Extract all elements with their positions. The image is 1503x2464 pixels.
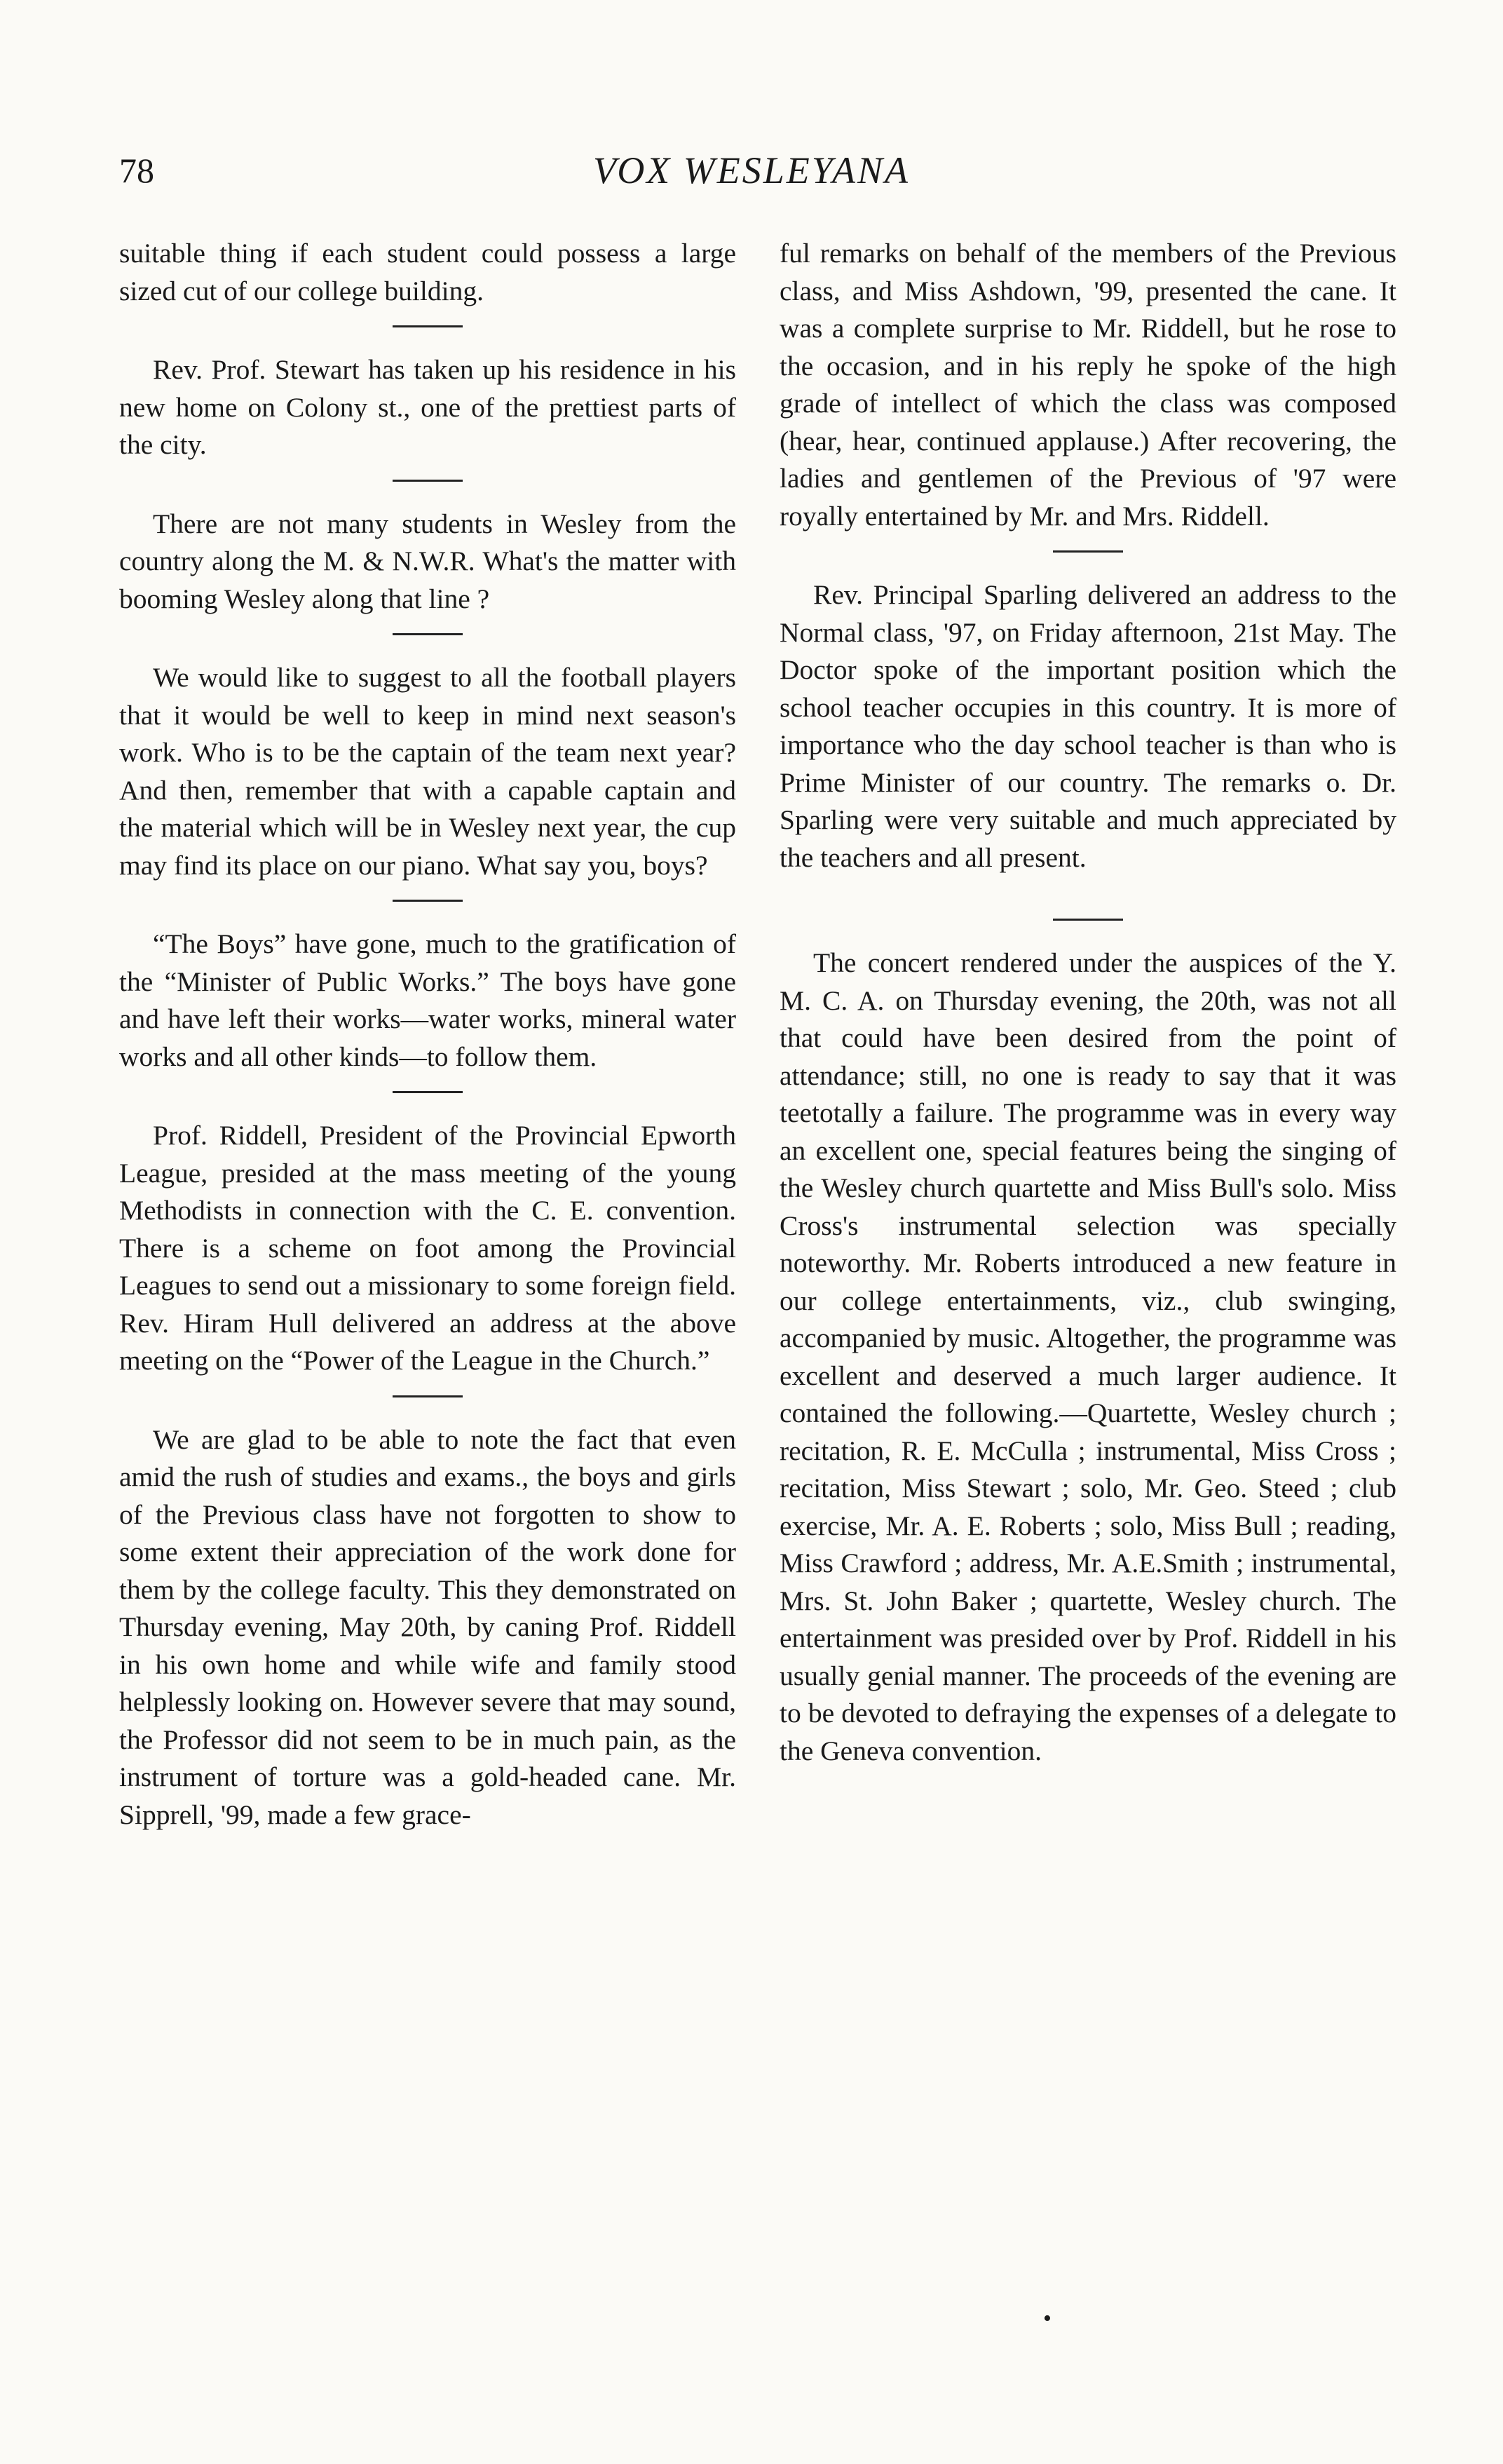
paragraph-country-students: There are not many students in Wesley from the country along the M. & N.W.R. What's the matter with booming Wesley along that line ? [119, 508, 736, 614]
paragraph-caning-riddell: We are glad to be able to note the fact that even amid the rush of studies and exams., the boys and girls of the Previous class have not forgotten to show to some extent their appreciation of the work done for them by the college faculty. This they demonstrated on Thursday evening, May 20th, by caning Prof. Riddell in his own home and while wife and family stood helplessly looking on. However severe that may sound, the Professor did not seem to be in much pain, as the instrument of torture was a gold-headed cane. Mr. Sipprell, '99, made a few grace- [119, 1423, 736, 1830]
paragraph-sparling-address: Rev. Principal Sparling delivered an address to the Normal class, '97, on Friday afternoon, 21st May. The Doctor spoke of the important position which the school teacher occupies in this country. It is more of importance who the day school teacher is than who is Prime Minister of our country. The remarks o. Dr. Sparling were very suitable and much appreciated by the teachers and all present. [780, 579, 1396, 873]
running-title: VOX WESLEYANA [592, 149, 911, 191]
paragraph-continued-caning: ful remarks on behalf of the members of the Previous class, and Miss Ashdown, '99, presented the cane. It was a complete surprise to Mr. Riddell, but he rose to the occasion, and in his reply he spoke of the high grade of intellect of which the class was composed (hear, hear, continued applause.) After recovering, the ladies and gentlemen of the Previous of '97 were royally entertained by Mr. and Mrs. Riddell. [780, 238, 1396, 532]
section-divider [1053, 919, 1123, 921]
section-divider [393, 1395, 463, 1397]
section-divider [393, 900, 463, 902]
right-column [780, 235, 1396, 1770]
paragraph-the-boys: “The Boys” have gone, much to the gratification of the “Minister of Public Works.” The boys have gone and have left their works—water works, mineral water works and all other kinds—to follow them. [119, 928, 736, 1072]
section-divider [393, 633, 463, 635]
left-column [119, 235, 736, 1834]
paragraph-football: We would like to suggest to all the football players that it would be well to keep in mind next season's work. Who is to be the captain of the team next year? And then, remember that with a capable captain and the material which will be in Wesley next year, the cup may find its place on our piano. What say you, boys? [119, 662, 736, 881]
paragraph-epworth-league: Prof. Riddell, President of the Provincial Epworth League, presided at the mass meeting of the young Methodists in connection with the C. E. convention. There is a scheme on foot among the Provincial Leagues to send out a missionary to some foreign field. Rev. Hiram Hull delivered an address at the above meeting on the “Power of the League in the Church.” [119, 1120, 736, 1376]
section-divider [1053, 550, 1123, 553]
section-divider [393, 480, 463, 482]
section-divider [393, 325, 463, 327]
paragraph-continued: suitable thing if each student could possess a large sized cut of our college building. [119, 238, 736, 306]
page-number: 78 [119, 151, 154, 190]
paragraph-stewart-residence: Rev. Prof. Stewart has taken up his residence in his new home on Colony st., one of the prettiest parts of the city. [119, 354, 736, 460]
section-divider [393, 1091, 463, 1093]
paragraph-ymca-concert: The concert rendered under the auspices of the Y. M. C. A. on Thursday evening, the 20th, was not all that could have been desired from the point of attendance; still, no one is ready to say that it was teetotally a failure. The programme was in every way an excellent one, special features being the singing of the Wesley church quartette and Miss Bull's solo. Miss Cross's instrumental selection was specially noteworthy. Mr. Roberts introduced a new feature in our college entertainments, viz., club swinging, accompanied by music. Altogether, the programme was excellent and deserved a much larger audience. It contained the following.—Quartette, Wesley church ; recitation, R. E. McCulla ; instrumental, Miss Cross ; recitation, Miss Stewart ; solo, Mr. Geo. Steed ; club exercise, Mr. A. E. Roberts ; solo, Miss Bull ; reading, Miss Crawford ; address, Mr. A.E.Smith ; instrumental, Mrs. St. John Baker ; quartette, Wesley church. The entertainment was presided over by Prof. Riddell in his usually genial manner. The proceeds of the evening are to be devoted to defraying the expenses of a delegate to the Geneva convention. [780, 947, 1396, 1766]
footer-mark: • [1043, 2306, 1052, 2331]
